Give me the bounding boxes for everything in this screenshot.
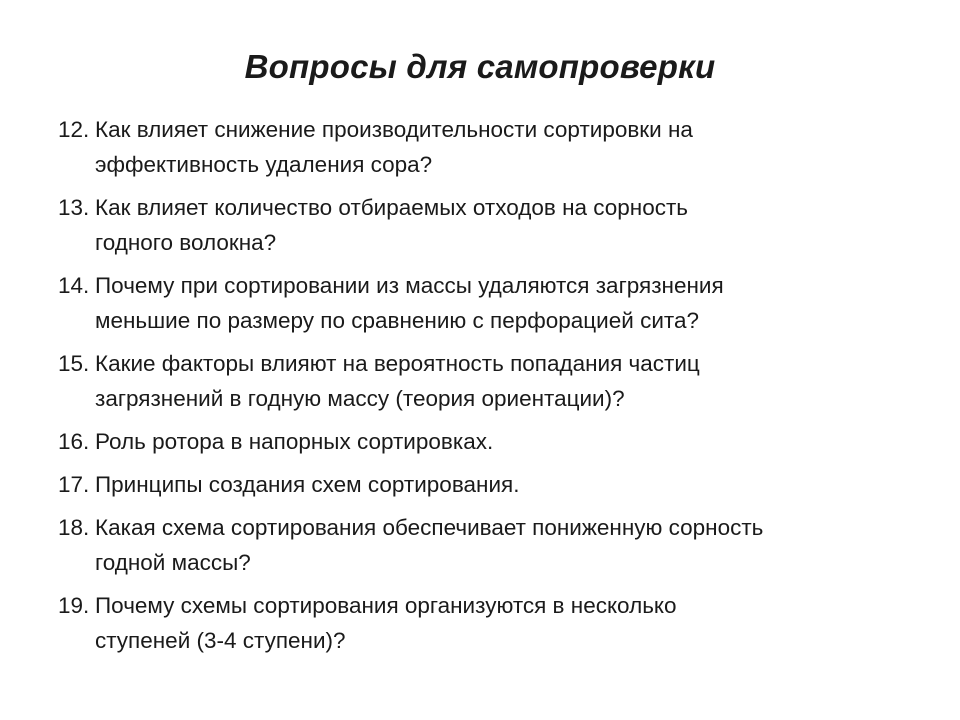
question-number: 15. [58, 351, 90, 376]
question-item [58, 190, 918, 260]
question-number: 12. [58, 117, 90, 142]
question-text: Какая схема сортирования обеспечивает пониженную сорность годной массы? [95, 515, 764, 575]
question-number: 16. [58, 429, 90, 454]
question-text: Почему при сортировании из массы удаляются загрязнения меньшие по размеру по сравнению с перфорацией сита? [95, 273, 724, 333]
question-item [58, 346, 918, 416]
slide-title: Вопросы для самопроверки [244, 48, 716, 85]
question-item [58, 268, 918, 338]
questions-list [58, 112, 918, 666]
question-item [58, 424, 918, 459]
question-text: Как влияет количество отбираемых отходов на сорность годного волокна? [95, 195, 689, 255]
question-number: 19. [58, 593, 90, 618]
question-number: 13. [58, 195, 90, 220]
question-number: 18. [58, 515, 90, 540]
question-item [58, 467, 918, 502]
question-item [58, 510, 918, 580]
question-number: 17. [58, 472, 90, 497]
question-text: Как влияет снижение производительности сортировки на эффективность удаления сора? [95, 117, 693, 177]
question-text: Какие факторы влияют на вероятность попадания частиц загрязнений в годную массу (теория ориентации)? [95, 351, 700, 411]
question-item [58, 588, 918, 658]
question-number: 14. [58, 273, 90, 298]
question-text: Роль ротора в напорных сортировках. [95, 429, 494, 454]
question-item [58, 112, 918, 182]
question-text: Принципы создания схем сортирования. [95, 472, 520, 497]
question-text: Почему схемы сортирования организуются в несколько ступеней (3-4 ступени)? [95, 593, 677, 653]
